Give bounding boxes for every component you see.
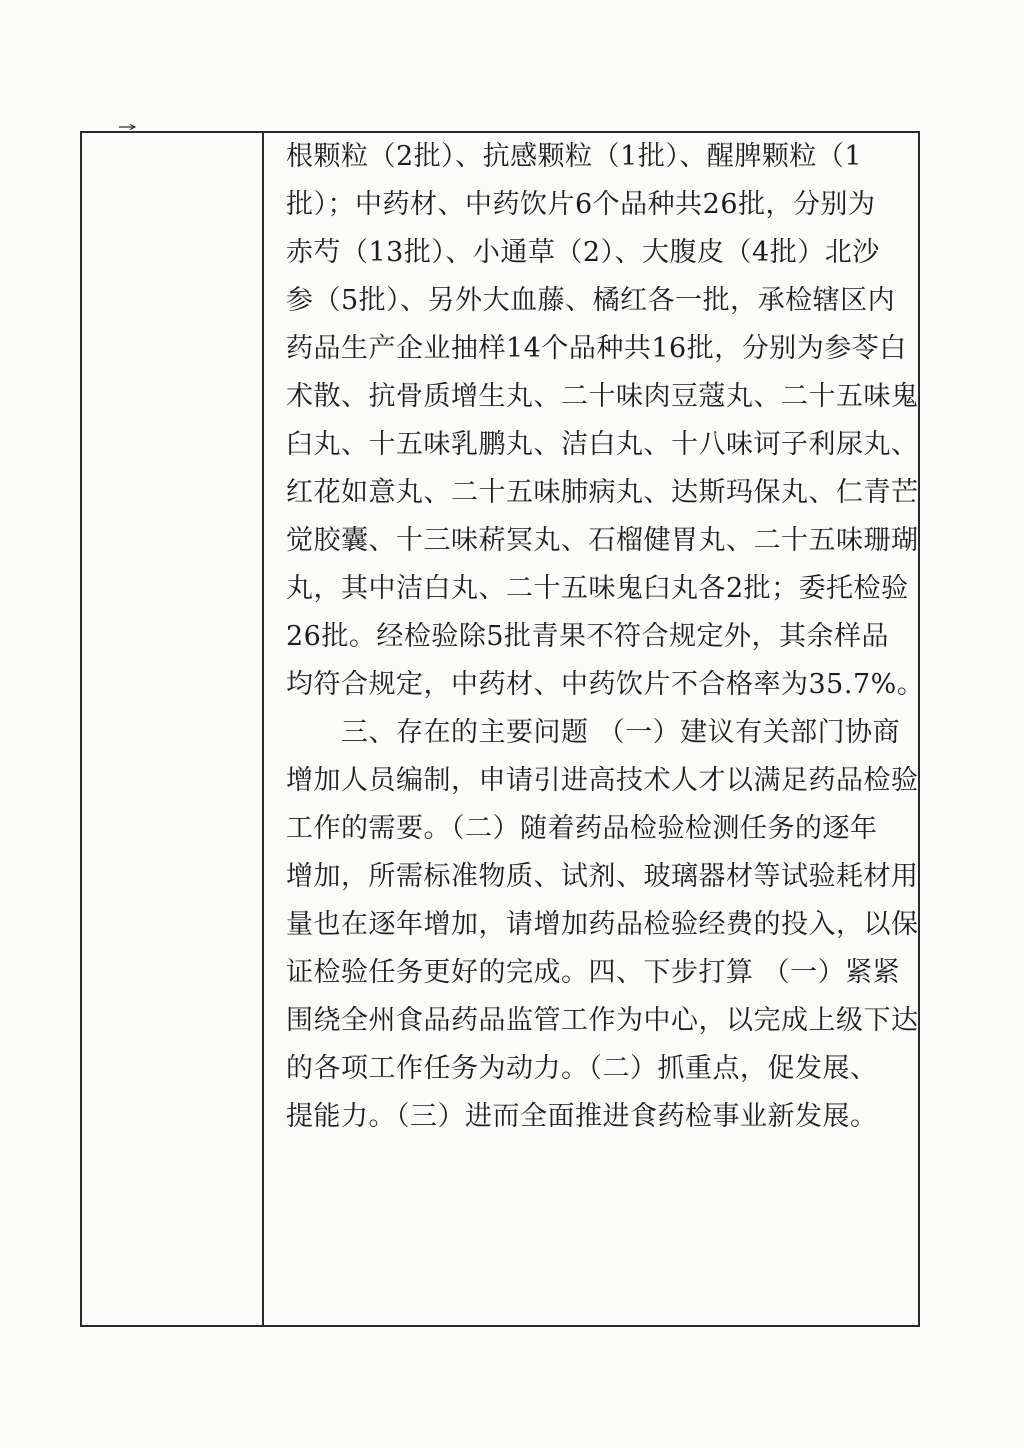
document-body — [286, 133, 925, 1141]
text-line: 术散、抗骨质增生丸、二十味肉豆蔻丸、二十五味鬼 — [286, 381, 919, 412]
text-line: 药品生产企业抽样14个品种共16批，分别为参苓白 — [286, 333, 907, 364]
text-line: 26批。经检验除5批青果不符合规定外，其余样品 — [286, 621, 890, 652]
text-line: 工作的需要。（二）随着药品检验检测任务的逐年 — [286, 813, 878, 844]
text-line: 红花如意丸、二十五味肺病丸、达斯玛保丸、仁青芒 — [286, 477, 919, 508]
text-line: 的各项工作任务为动力。（二）抓重点，促发展、 — [286, 1053, 878, 1084]
text-line: 批）；中药材、中药饮片6个品种共26批，分别为 — [286, 189, 876, 220]
text-line: 证检验任务更好的完成。四、下步打算 （一）紧紧 — [286, 957, 901, 988]
text-line: 臼丸、十五味乳鹏丸、洁白丸、十八味诃子利尿丸、 — [286, 429, 919, 460]
text-line: 增加人员编制，申请引进高技术人才以满足药品检验 — [286, 765, 919, 796]
text-line: 根颗粒（2批）、抗感颗粒（1批）、醒脾颗粒（1 — [286, 141, 863, 172]
table-label-column — [82, 133, 264, 1325]
text-line: 参（5批）、另外大血藤、橘红各一批，承检辖区内 — [286, 285, 896, 316]
section-heading-line: 三、存在的主要问题 （一）建议有关部门协商 — [341, 717, 901, 748]
text-line: 赤芍（13批）、小通草（2）、大腹皮（4批）北沙 — [286, 237, 880, 268]
text-line: 丸，其中洁白丸、二十五味鬼臼丸各2批；委托检验 — [286, 573, 909, 604]
text-line: 均符合规定，中药材、中药饮片不合格率为35.7%。 — [286, 669, 925, 700]
table-content-column — [264, 133, 925, 1325]
form-table — [80, 131, 925, 1327]
scan-arrow-mark — [118, 124, 138, 130]
text-line: 量也在逐年增加，请增加药品检验经费的投入，以保 — [286, 909, 919, 940]
text-line: 提能力。（三）进而全面推进食药检事业新发展。 — [286, 1101, 878, 1132]
text-line: 增加，所需标准物质、试剂、玻璃器材等试验耗材用 — [286, 861, 919, 892]
text-line: 觉胶囊、十三味菥冥丸、石榴健胃丸、二十五味珊瑚 — [286, 525, 919, 556]
text-line: 围绕全州食品药品监管工作为中心，以完成上级下达 — [286, 1005, 919, 1036]
